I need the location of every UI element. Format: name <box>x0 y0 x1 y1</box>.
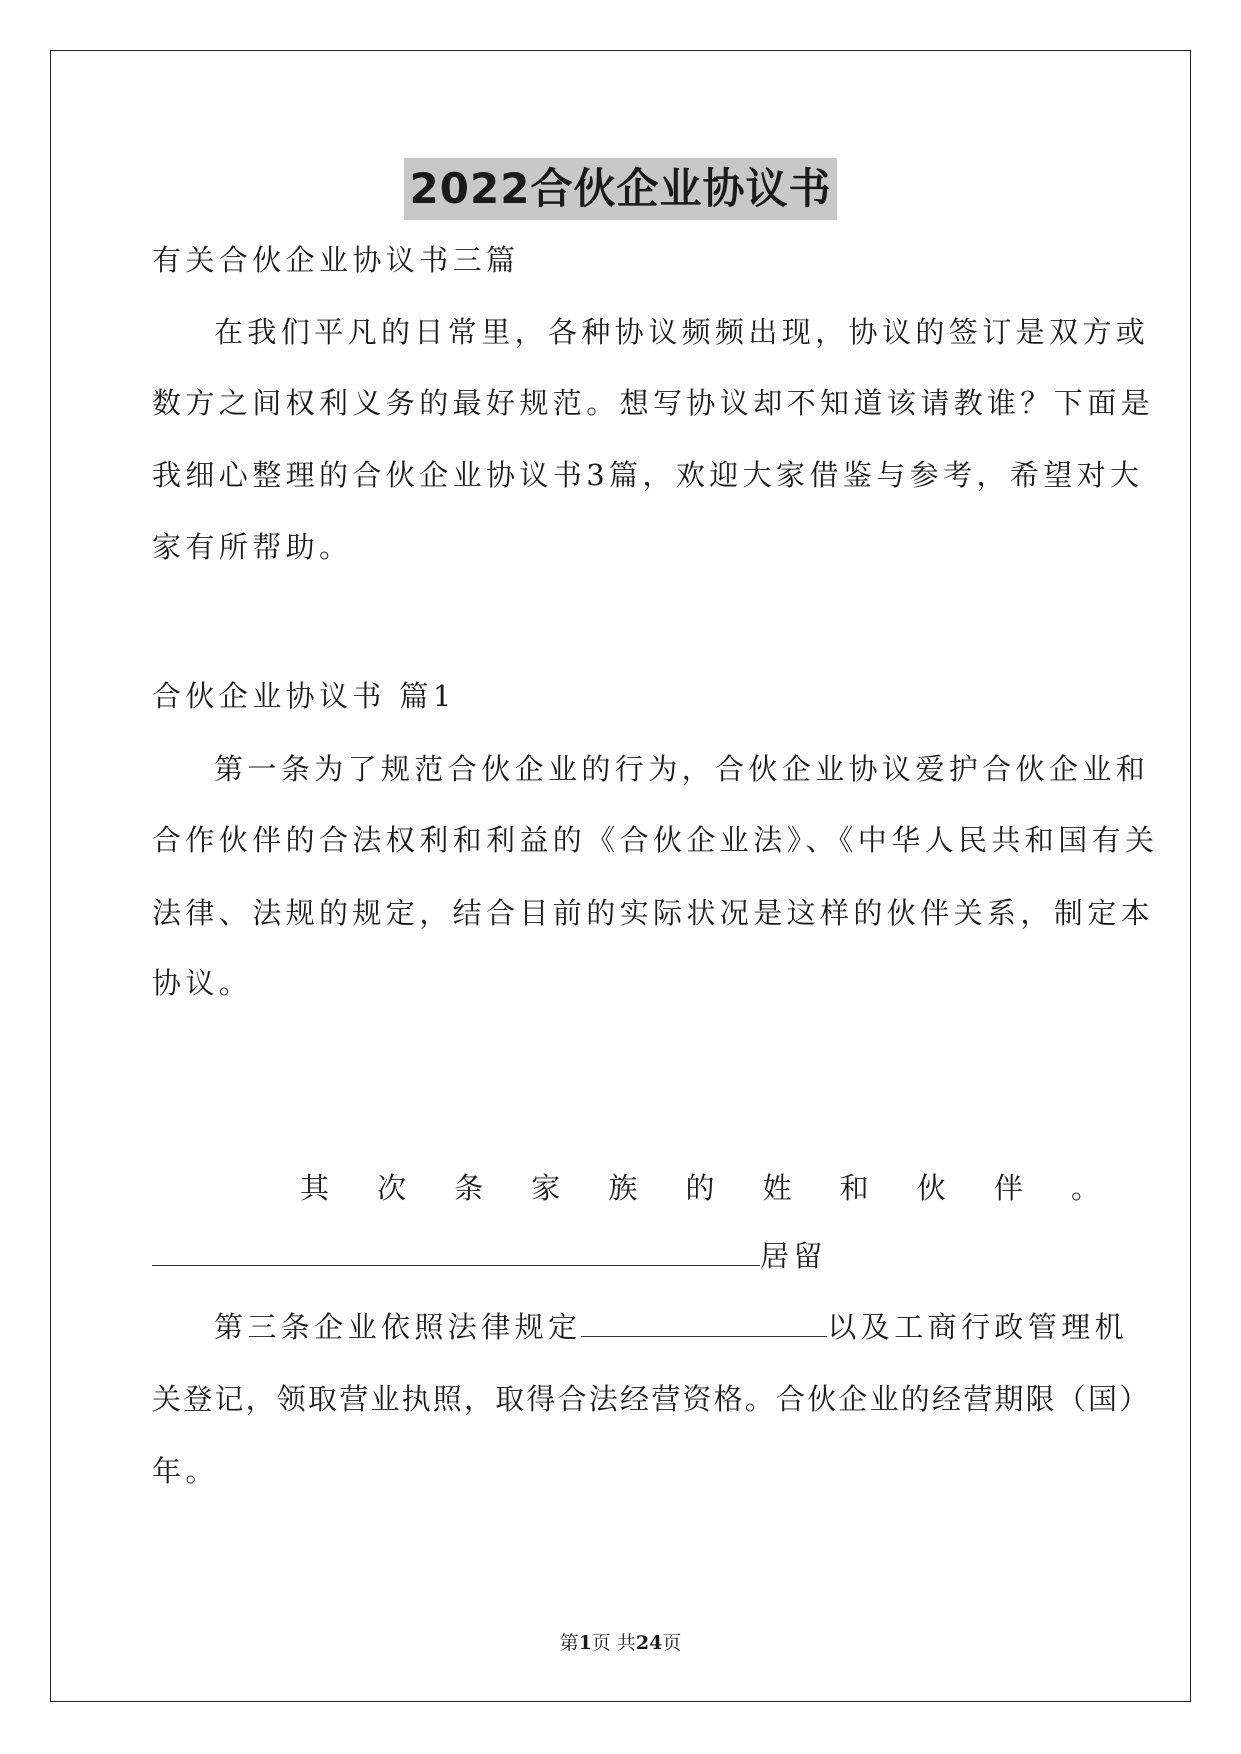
section-heading: 合伙企业协议书 篇1 <box>152 679 456 713</box>
article2-char: 次 <box>377 1171 407 1205</box>
subtitle: 有关合伙企业协议书三篇 <box>152 243 520 277</box>
footer-total-pages: 24 <box>635 1632 663 1654</box>
article2-blank-line <box>152 1236 1092 1276</box>
article2-spaced-line <box>300 1166 1100 1207</box>
article2-char: 。 <box>1070 1171 1100 1205</box>
article3-after-blank: 以及工商行政管理机 <box>827 1310 1129 1344</box>
footer-mid: 页 共 <box>591 1632 636 1654</box>
article2-char: 姓 <box>762 1171 792 1205</box>
article3-line: 年。 <box>152 1454 219 1488</box>
article3-first-line <box>214 1307 1129 1347</box>
fill-blank <box>581 1308 827 1337</box>
intro-line: 在我们平凡的日常里，各种协议频频出现，协议的签订是双方或 <box>214 315 1150 349</box>
fill-blank <box>152 1237 760 1266</box>
article2-char: 其 <box>300 1171 330 1205</box>
article2-char: 伙 <box>916 1171 946 1205</box>
page-footer <box>0 1628 1241 1655</box>
article2-char: 家 <box>531 1171 561 1205</box>
article2-char: 条 <box>454 1171 484 1205</box>
intro-line: 数方之间权利义务的最好规范。想写协议却不知道该请教谁？下面是 <box>152 386 1155 420</box>
article3-start: 第三条企业依照法律规定 <box>214 1310 582 1344</box>
intro-line: 家有所帮助。 <box>152 530 353 564</box>
footer-page-number: 1 <box>578 1632 592 1654</box>
article1-line: 协议。 <box>152 966 253 1000</box>
footer-prefix: 第 <box>559 1632 579 1654</box>
intro-line: 我细心整理的合伙企业协议书3篇，欢迎大家借鉴与参考，希望对大 <box>152 458 1144 492</box>
article2-char: 的 <box>685 1171 715 1205</box>
article1-line: 法律、法规的规定，结合目前的实际状况是这样的伙伴关系，制定本 <box>152 896 1155 930</box>
article2-char: 和 <box>839 1171 869 1205</box>
title-container <box>0 158 1241 220</box>
article3-line: 关登记，领取营业执照，取得合法经营资格。合伙企业的经营期限（国） <box>152 1382 1151 1416</box>
footer-suffix: 页 <box>662 1632 682 1654</box>
article2-char: 族 <box>608 1171 638 1205</box>
article2-tail: 居留 <box>760 1239 827 1273</box>
article1-line: 合作伙伴的合法权利和利益的《合伙企业法》、《中华人民共和国有关 <box>152 823 1159 857</box>
document-title: 2022合伙企业协议书 <box>404 158 838 220</box>
article1-line: 第一条为了规范合伙企业的行为，合伙企业协议爱护合伙企业和 <box>214 752 1150 786</box>
article2-char: 伴 <box>993 1171 1023 1205</box>
